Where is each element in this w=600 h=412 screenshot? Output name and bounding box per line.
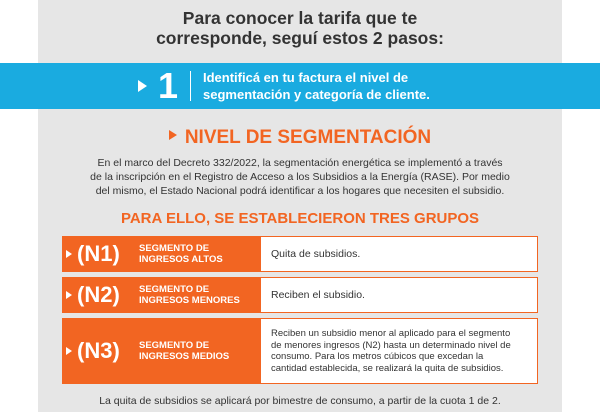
group-row-n2 [62, 277, 538, 313]
group-segment-n3 [139, 340, 257, 362]
segment-line-1: SEGMENTO DE [139, 340, 210, 351]
groups-heading: PARA ELLO, SE ESTABLECIERON TRES GRUPOS [120, 210, 480, 227]
group-segment-n2 [139, 284, 257, 306]
arrow-bullet-icon [66, 347, 72, 355]
group-description-n1: Quita de subsidios. [271, 247, 361, 260]
page-title-line-2: corresponde, seguí estos 2 pasos: [156, 28, 444, 48]
group-tag-n2: (N2) [77, 282, 120, 307]
arrow-bullet-icon [66, 250, 72, 258]
intro-line-2: de la inscripción en el Registro de Acceso a los Subsidios a la Energía (RASE). Por medio [90, 171, 510, 183]
group-tag-n3: (N3) [77, 338, 120, 363]
description-line-4: cantidad establecida, se realizará la quita de subsidios. [271, 362, 504, 374]
section-heading [38, 127, 562, 149]
group-segment-n1 [139, 243, 257, 265]
page-title-line-1: Para conocer la tarifa que te [182, 8, 418, 28]
description-line-1: Reciben un subsidio menor al aplicado para el segmento [271, 328, 511, 339]
section-heading-text: NIVEL DE SEGMENTACIÓN [184, 127, 432, 148]
step-divider [190, 71, 191, 101]
step-instruction-line-2: segmentación y categoría de cliente. [203, 87, 430, 102]
segment-line-1: SEGMENTO DE [139, 284, 210, 295]
description-line-3: consumo. Para los metros cúbicos que excedan la [271, 351, 484, 362]
segment-line-2: INGRESOS MENORES [139, 295, 240, 306]
step-banner [0, 63, 600, 109]
arrow-bullet-icon [66, 291, 72, 299]
play-arrow-icon [138, 80, 147, 92]
segment-line-2: INGRESOS ALTOS [139, 254, 223, 265]
group-label-n2 [63, 278, 261, 312]
triangle-bullet-icon [169, 130, 177, 140]
page-title [38, 8, 562, 48]
group-tag-n1: (N1) [77, 241, 120, 266]
step-number: 1 [158, 65, 179, 106]
step-instruction [203, 69, 463, 103]
step-instruction-line-1: Identificá en tu factura el nivel de [203, 70, 409, 85]
section-intro [70, 156, 530, 198]
group-row-n3 [62, 318, 538, 384]
group-description-n2: Reciben el subsidio. [271, 288, 365, 301]
intro-line-1: En el marco del Decreto 332/2022, la segmentación energética se implementó a través [97, 157, 503, 169]
segment-line-1: SEGMENTO DE [139, 243, 210, 254]
group-label-n1 [63, 237, 261, 271]
group-label-n3 [63, 319, 261, 383]
group-row-n1 [62, 236, 538, 272]
group-description-n3 [271, 328, 529, 374]
description-line-2: de menores ingresos (N2) hasta un determinado nivel de [271, 339, 511, 351]
intro-line-3: del mismo, el Estado Nacional podrá identificar a los hogares que necesiten el subsidio. [95, 185, 505, 197]
segment-line-2: INGRESOS MEDIOS [139, 351, 230, 362]
footer-note: La quita de subsidios se aplicará por bimestre de consumo, a partir de la cuota 1 de 2. [99, 395, 501, 407]
